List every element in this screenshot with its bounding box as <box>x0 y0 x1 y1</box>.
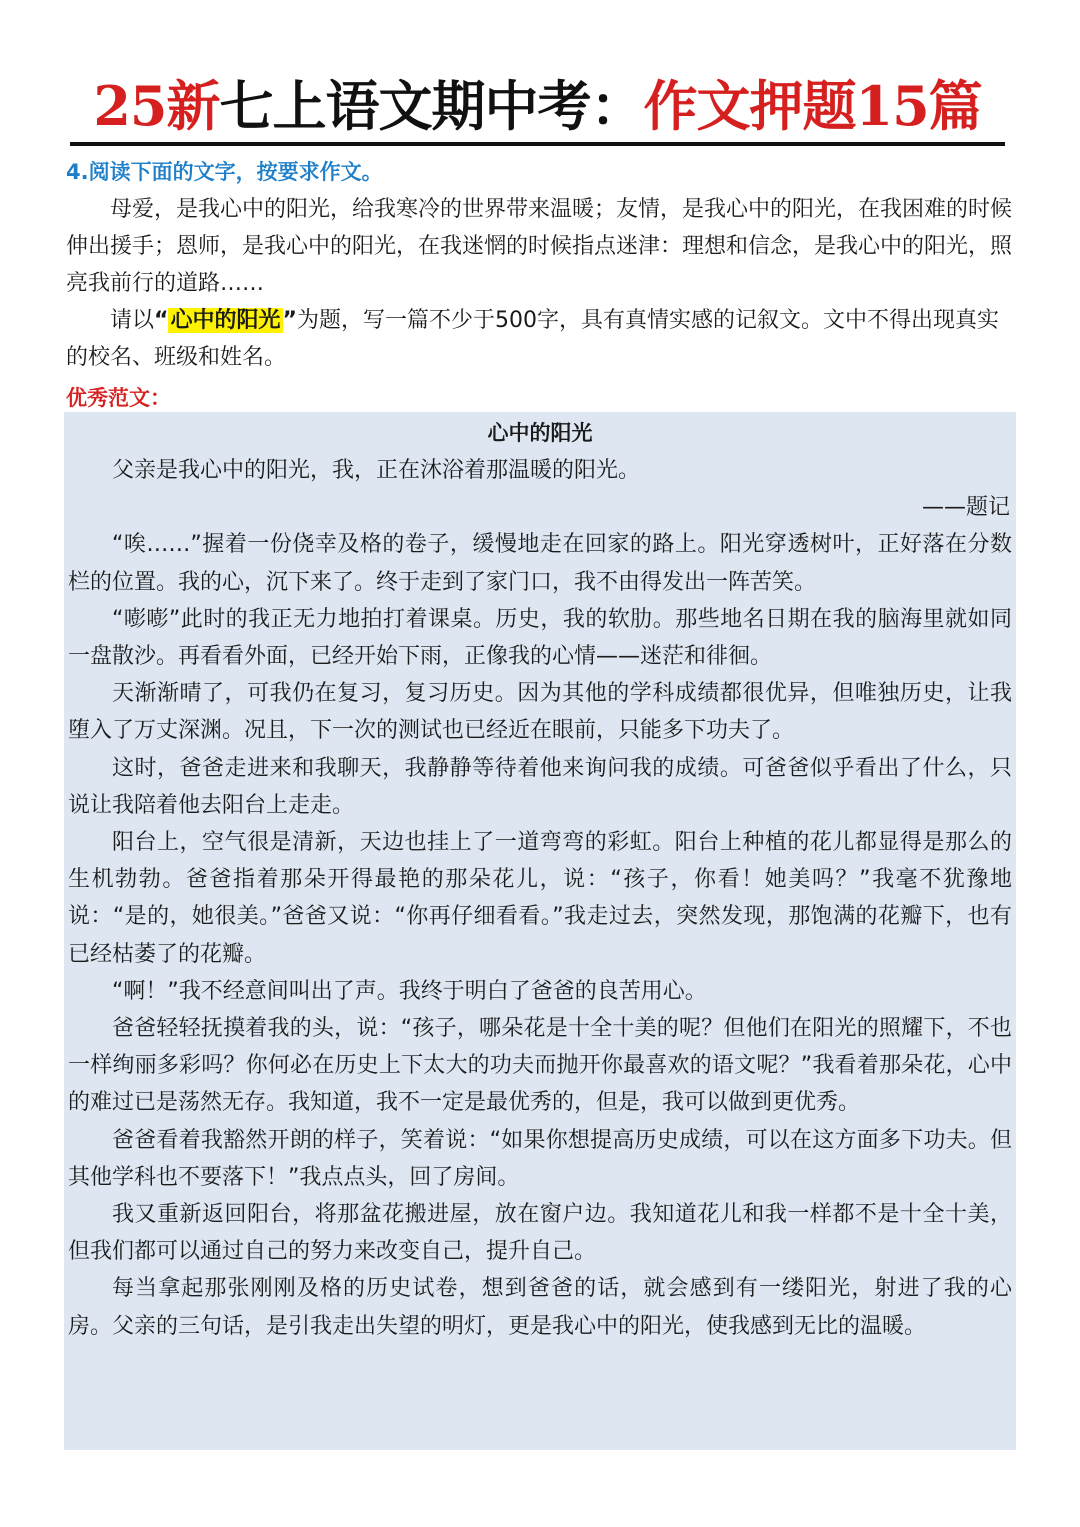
model-essay-heading: 优秀范文： <box>66 386 171 410</box>
essay-paragraph: 每当拿起那张刚刚及格的历史试卷，想到爸爸的话，就会感到有一缕阳光，射进了我的心房。父亲的三句话，是引我走出失望的明灯，更是我心中的阳光，使我感到无比的温暖。 <box>68 1276 1012 1339</box>
essay-epigraph: 父亲是我心中的阳光，我，正在沐浴着那温暖的阳光。 <box>112 458 641 483</box>
epigraph-source: ——题记 <box>921 495 1010 521</box>
prompt-text-before: 请以 <box>110 308 155 333</box>
essay-paragraph: 爸爸看着我豁然开朗的样子，笑着说：“如果你想提高历史成绩，可以在这方面多下功夫。但其他学科也不要落下！”我点点头，回了房间。 <box>68 1127 1012 1190</box>
essay-title: 心中的阳光 <box>487 421 593 445</box>
prompt-paragraph <box>66 302 1012 376</box>
prompt-text-after: 为题，写一篇不少于500字，具有真情实感的记叙文。文中不得出现真实的校名、班级和姓名。 <box>66 308 999 370</box>
essay-body <box>64 452 1016 1345</box>
prompt-text <box>66 191 1012 376</box>
essay-paragraph: “啊！”我不经意间叫出了声。我终于明白了爸爸的良苦用心。 <box>112 978 707 1004</box>
essay-paragraph: “唉……”握着一份侥幸及格的卷子，缓慢地走在回家的路上。阳光穿透树叶，正好落在分数栏的位置。我的心，沉下来了。终于走到了家门口，我不由得发出一阵苦笑。 <box>68 532 1012 595</box>
page-title <box>70 70 1005 142</box>
open-quote: “ <box>154 308 169 333</box>
essay-paragraph: 这时，爸爸走进来和我聊天，我静静等待着他来询问我的成绩。可爸爸似乎看出了什么，只说让我陪着他去阳台上走走。 <box>68 755 1012 818</box>
essay-paragraph: 阳台上，空气很是清新，天边也挂上了一道弯弯的彩虹。阳台上种植的花儿都显得是那么的生机勃勃。爸爸指着那朵开得最艳的那朵花儿，说：“孩子，你看！她美吗？”我毫不犹豫地说：“是的，她很美。”爸爸又说：“你再仔细看看。”我走过去，突然发现，那饱满的花瓣下，也有已经枯萎了的花瓣。 <box>68 830 1012 967</box>
close-quote: ” <box>282 308 297 333</box>
prompt-heading: 4.阅读下面的文字，按要求作文。 <box>66 160 383 184</box>
essay-paragraph: 天渐渐晴了，可我仍在复习，复习历史。因为其他的学科成绩都很优异，但唯独历史，让我堕入了万丈深渊。况且，下一次的测试也已经近在眼前，只能多下功夫了。 <box>68 681 1012 744</box>
model-essay-box <box>64 412 1016 1450</box>
title-part-black: 七上语文期中考： <box>219 74 644 138</box>
title-part-red-1: 25新 <box>93 74 220 138</box>
essay-paragraph: 爸爸轻轻抚摸着我的头，说：“孩子，哪朵花是十全十美的呢？但他们在阳光的照耀下，不也一样绚丽多彩吗？你何必在历史上下太大的功夫而抛开你最喜欢的语文呢？”我看着那朵花，心中的难过已是荡然无存。我知道，我不一定是最优秀的，但是，我可以做到更优秀。 <box>68 1016 1012 1116</box>
highlighted-topic: 心中的阳光 <box>170 308 281 333</box>
prompt-paragraph: 母爱，是我心中的阳光，给我寒冷的世界带来温暖；友情，是我心中的阳光，在我困难的时候伸出援手；恩师，是我心中的阳光，在我迷惘的时候指点迷津：理想和信念，是我心中的阳光，照亮我前行的道路…… <box>66 197 1013 296</box>
essay-paragraph: “嘭嘭”此时的我正无力地拍打着课桌。历史，我的软肋。那些地名日期在我的脑海里就如同一盘散沙。再看看外面，已经开始下雨，正像我的心情——迷茫和徘徊。 <box>68 606 1012 670</box>
title-part-red-2: 作文押题15篇 <box>643 74 982 138</box>
essay-paragraph: 我又重新返回阳台，将那盆花搬进屋，放在窗户边。我知道花儿和我一样都不是十全十美，但我们都可以通过自己的努力来改变自己，提升自己。 <box>68 1202 1012 1265</box>
title-underline <box>70 142 1005 146</box>
